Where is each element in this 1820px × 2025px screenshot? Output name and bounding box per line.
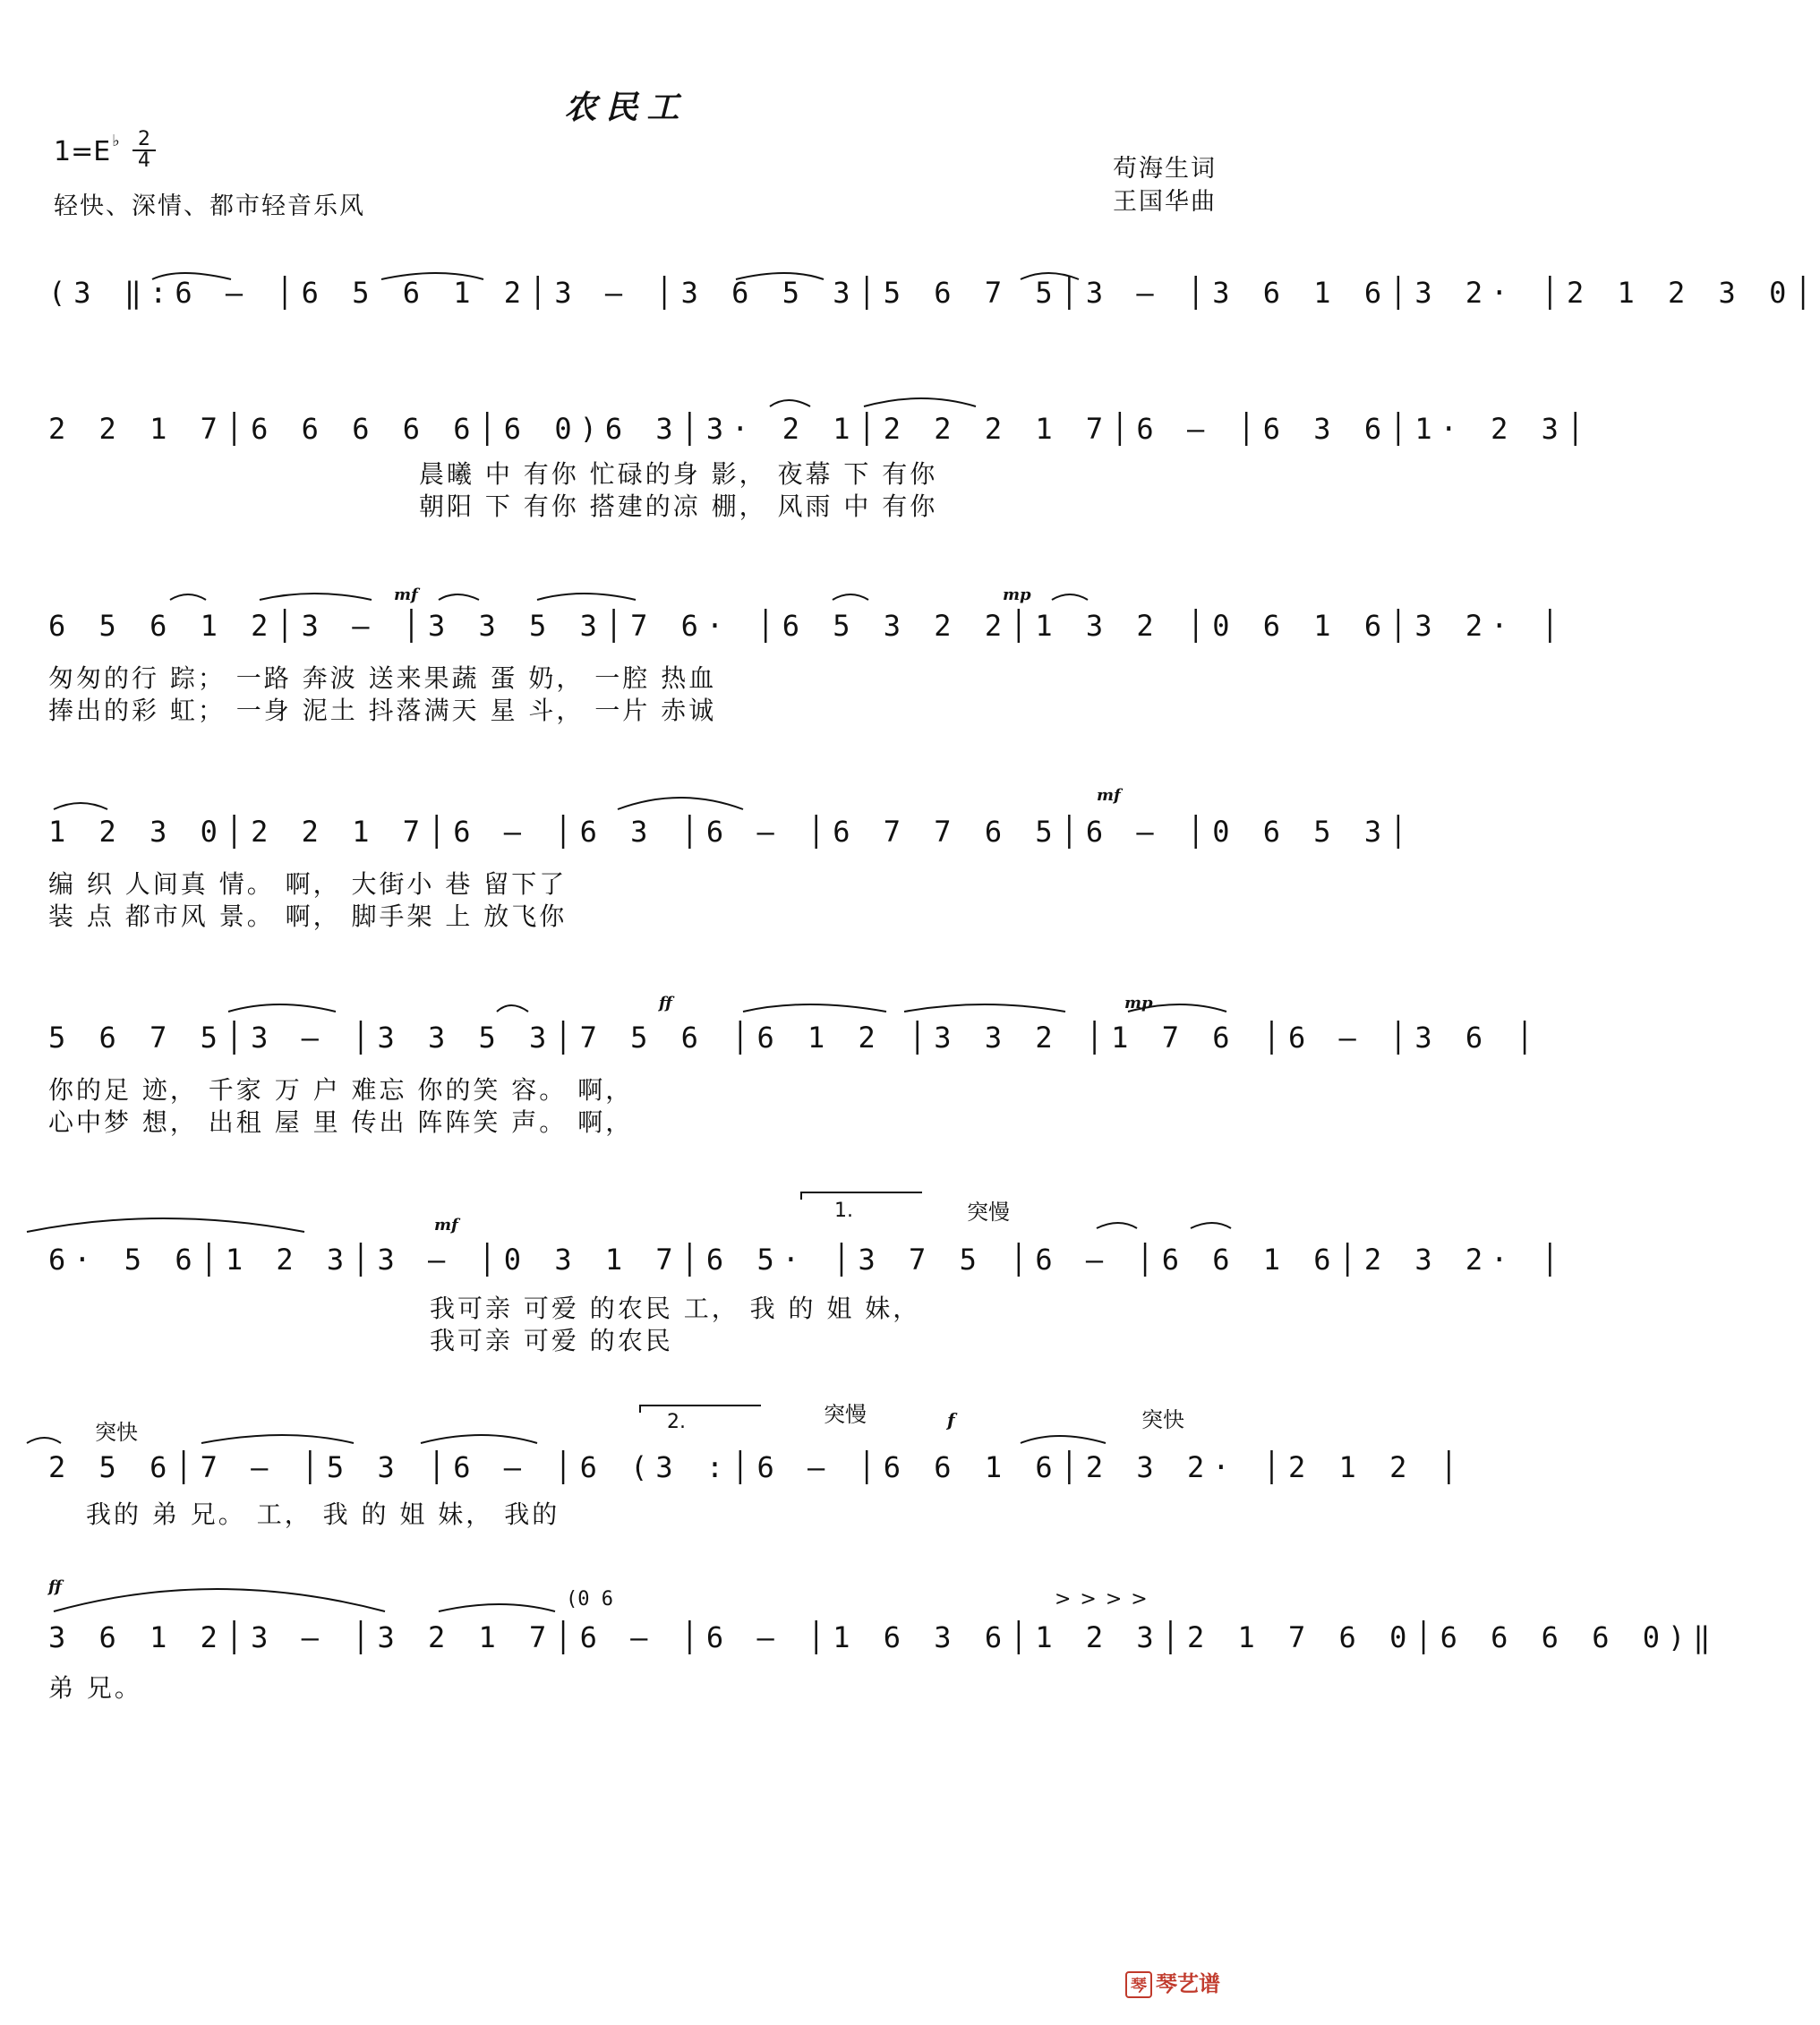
dynamic-mp: mp xyxy=(1003,585,1031,604)
cue-notes: (0 6 xyxy=(566,1588,613,1611)
watermark xyxy=(1125,1966,1220,1998)
lyrics-verse-1: 匆匆的行 踪； 一路 奔波 送来果蔬 蛋 奶， 一腔 热血 xyxy=(48,663,717,693)
tempo-marking: 突慢 xyxy=(967,1200,1010,1225)
tempo-marking-slow: 突慢 xyxy=(824,1402,867,1427)
dynamic-ff: ff xyxy=(48,1577,62,1596)
lyrics-verse-2: 我可亲 可爱 的农民 xyxy=(430,1326,673,1355)
lyrics-verse-2: 心中梦 想， 出租 屋 里 传出 阵阵笑 声。 啊， xyxy=(48,1107,634,1137)
dynamic-mf: mf xyxy=(1097,786,1121,805)
notation-line: 6· 5 6│1 2 3│3 — │0 3 1 7│6 5· │3 7 5 │6 — │6 6 1 6│2 3 2· │ xyxy=(48,1243,1567,1277)
dynamic-mf: mf xyxy=(434,1216,458,1235)
dynamic-f: f xyxy=(947,1409,955,1431)
flat-sign: ♭ xyxy=(112,132,120,150)
lyrics-verse-1: 编 织 人间真 情。 啊， 大街小 巷 留下了 xyxy=(48,869,568,899)
notation-line: 3 6 1 2│3 — │3 2 1 7│6 — │6 — │1 6 3 6│1 2 3│2 1 7 6 0│6 6 6 6 0)‖ xyxy=(48,1620,1719,1654)
key-text: 1=E xyxy=(54,136,111,167)
lyrics-verse-2: 装 点 都市风 景。 啊， 脚手架 上 放飞你 xyxy=(48,901,568,931)
notation-line: 5 6 7 5│3 — │3 3 5 3│7 5 6 │6 1 2 │3 3 2 │1 7 6 │6 — │3 6 │ xyxy=(48,1021,1542,1055)
lyrics-verse-2: 捧出的彩 虹； 一身 泥土 抖落满天 星 斗， 一片 赤诚 xyxy=(48,696,717,725)
lyrics-verse-1: 晨曦 中 有你 忙碌的身 影， 夜幕 下 有你 xyxy=(419,459,938,489)
notation-line: 2 5 6│7 — │5 3 │6 — │6 (3 :│6 — │6 6 1 6│2 3 2· │2 1 2 │ xyxy=(48,1450,1465,1484)
meter-top: 2 xyxy=(138,128,150,150)
tempo-marking-fast: 突快 xyxy=(95,1420,138,1445)
lyricist-credit: 苟海生词 xyxy=(1113,155,1217,183)
meter-bottom: 4 xyxy=(138,150,150,172)
lyrics-verse-1: 我可亲 可爱 的农民 工， 我 的 姐 妹， xyxy=(430,1294,921,1323)
lyrics-verse-2: 朝阳 下 有你 搭建的凉 棚， 风雨 中 有你 xyxy=(419,491,938,521)
dynamic-ff: ff xyxy=(659,994,672,1012)
dynamic-mf: mf xyxy=(394,585,418,604)
credits xyxy=(1113,152,1217,218)
watermark-text: 琴艺谱 xyxy=(1156,1971,1220,1996)
watermark-logo: 琴 xyxy=(1125,1971,1152,1998)
lyrics-verse-1: 你的足 迹， 千家 万 户 难忘 你的笑 容。 啊， xyxy=(48,1075,634,1105)
song-title: 农民工 xyxy=(564,89,688,126)
time-signature xyxy=(132,128,156,172)
volta-2: 2. xyxy=(667,1411,686,1433)
style-marking: 轻快、深情、都市轻音乐风 xyxy=(54,192,365,220)
key-signature xyxy=(54,132,120,167)
notation-line: 2 2 1 7│6 6 6 6 6│6 0)6 3│3· 2 1│2 2 2 1 7│6 — │6 3 6│1· 2 3│ xyxy=(48,412,1593,446)
dynamic-mp: mp xyxy=(1124,994,1153,1012)
accent-marks: >>>> xyxy=(1055,1588,1157,1611)
notation-line: (3 ‖:6 — │6 5 6 1 2│3 — │3 6 5 3│5 6 7 5│3 — │3 6 1 6│3 2· │2 1 2 3 0│ xyxy=(48,276,1820,310)
composer-credit: 王国华曲 xyxy=(1113,188,1217,216)
tempo-marking-fast: 突快 xyxy=(1141,1407,1184,1432)
lyrics-verse-1: 弟 兄。 xyxy=(48,1673,142,1703)
lyrics-verse-1: 我的 弟 兄。 工， 我 的 姐 妹， 我的 xyxy=(86,1500,560,1529)
notation-line: 1 2 3 0│2 2 1 7│6 — │6 3 │6 — │6 7 7 6 5│6 — │0 6 5 3│ xyxy=(48,815,1415,849)
volta-1: 1. xyxy=(834,1200,853,1222)
notation-line: 6 5 6 1 2│3 — │3 3 5 3│7 6· │6 5 3 2 2│1 3 2 │0 6 1 6│3 2· │ xyxy=(48,609,1567,643)
